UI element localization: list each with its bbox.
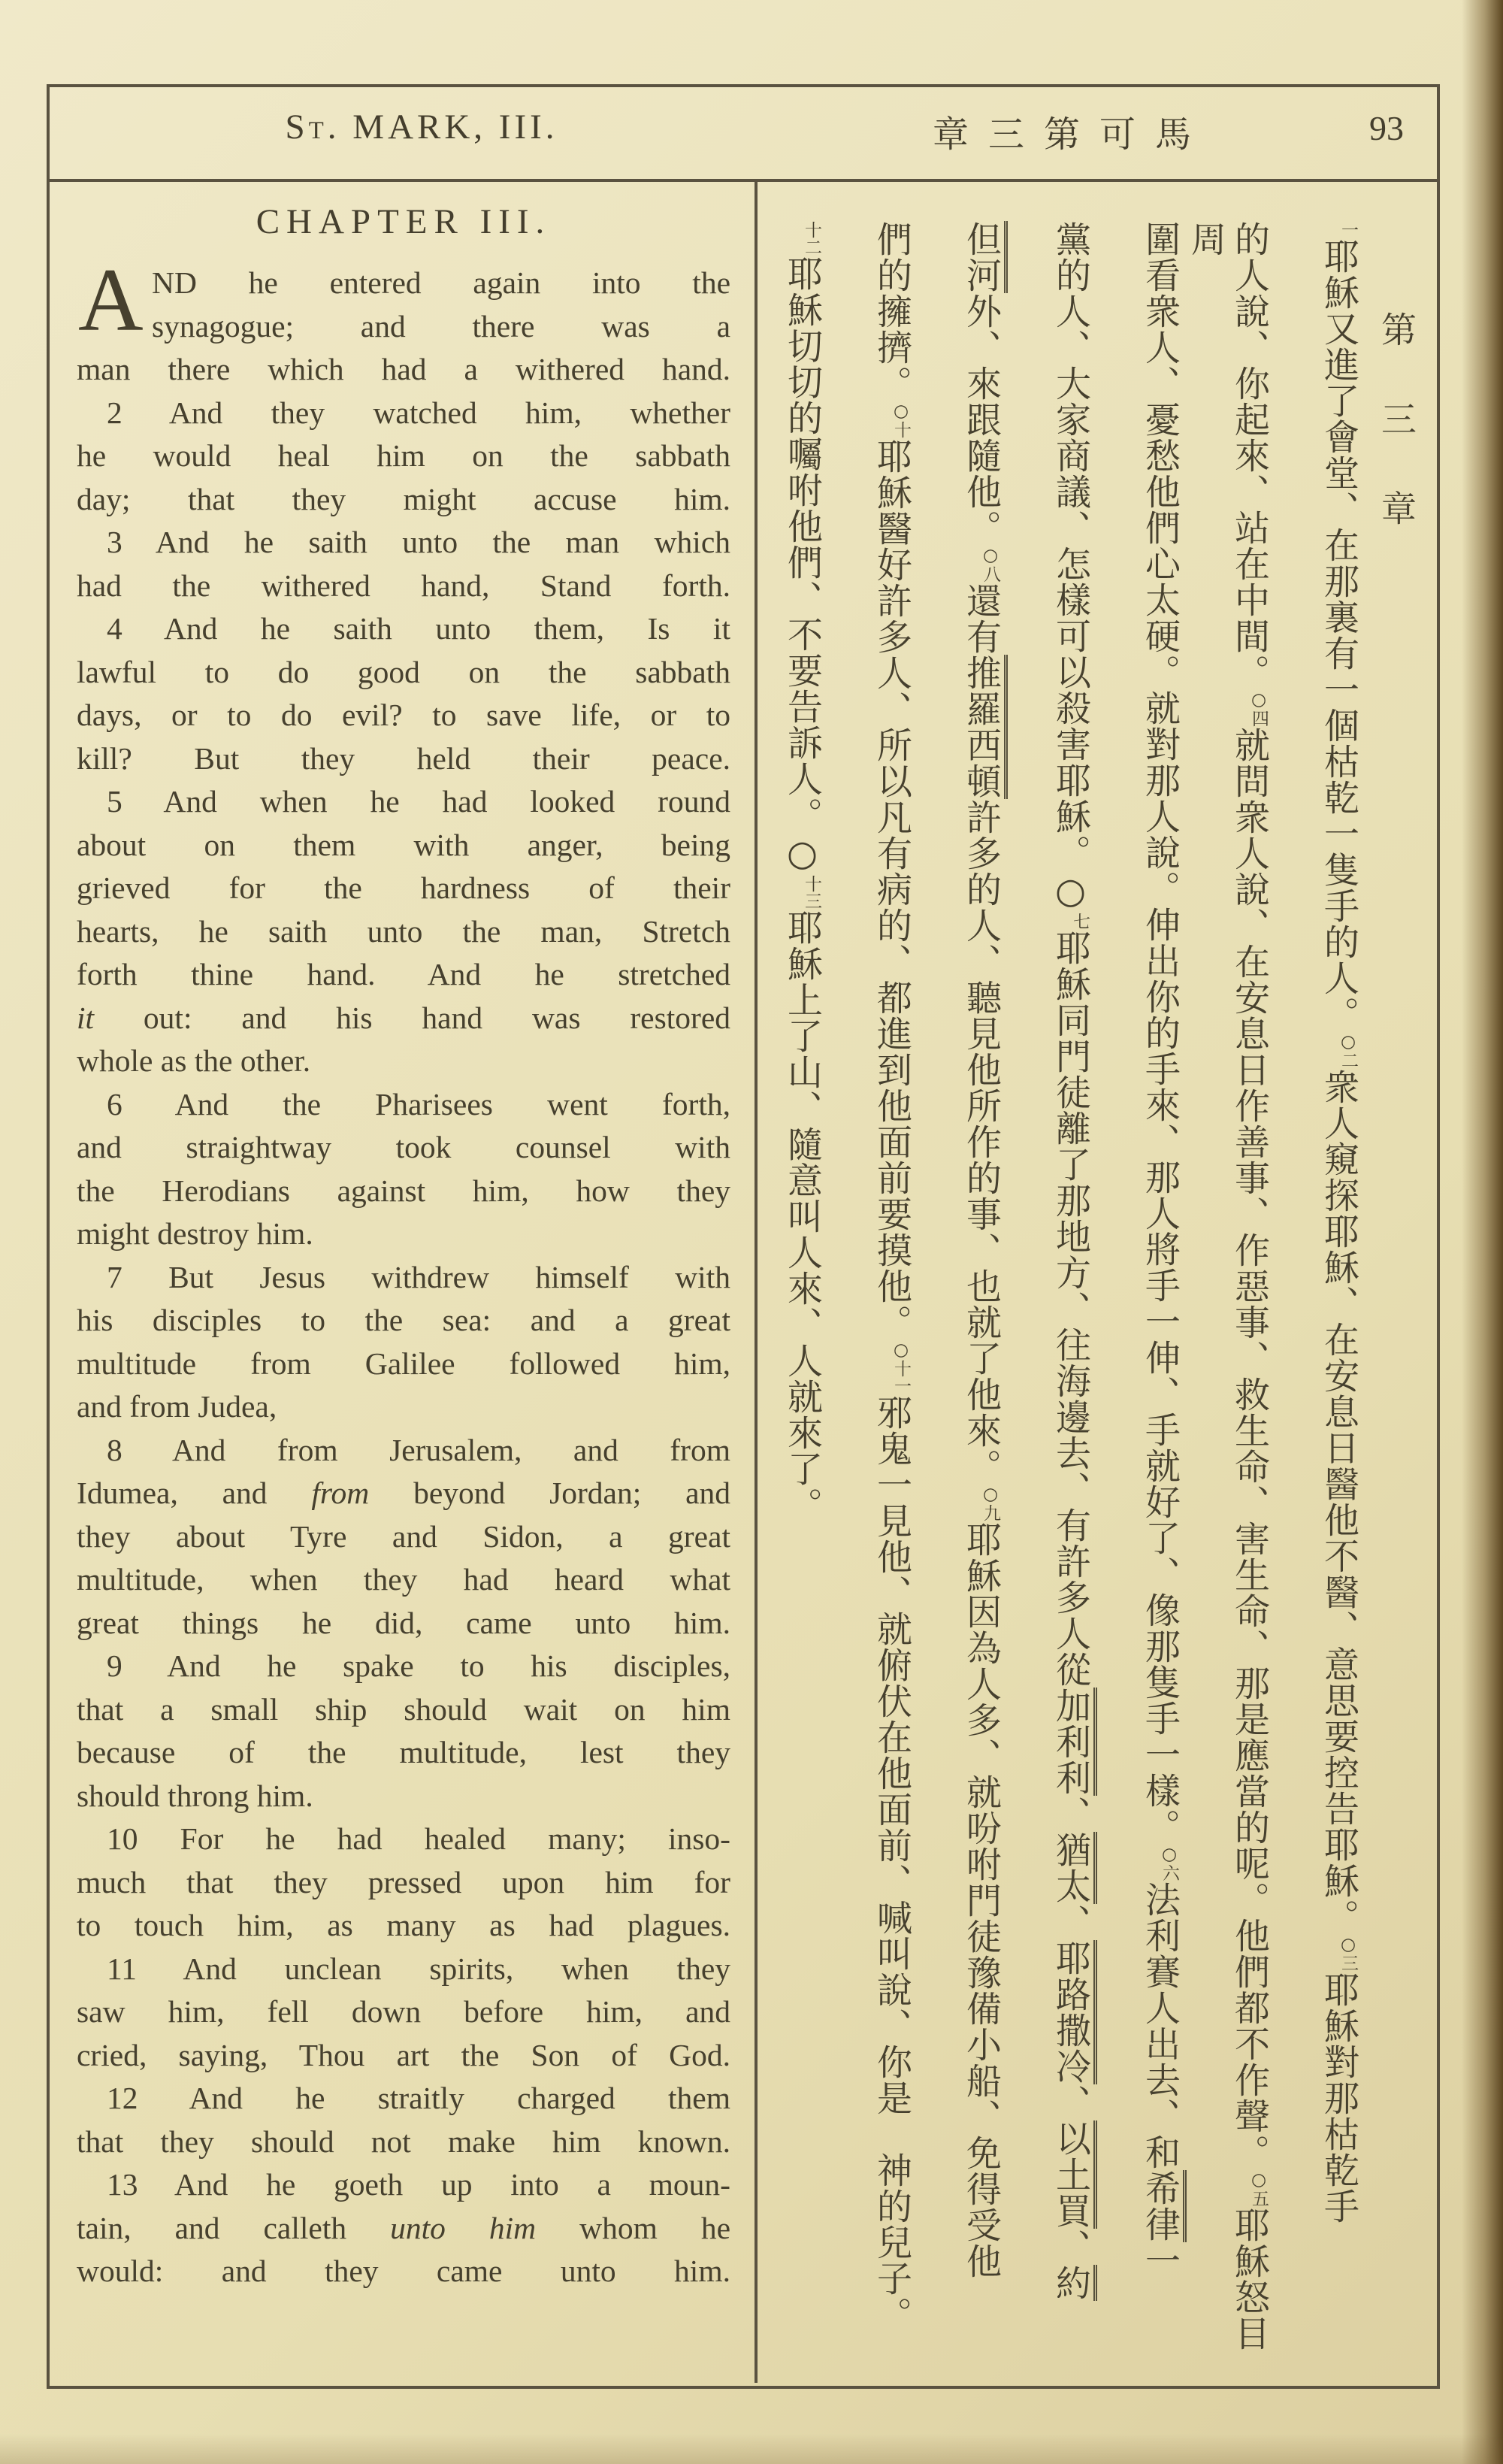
- text-line: whole as the other.: [77, 1043, 311, 1078]
- text-line: much that they pressed upon him for: [77, 1864, 730, 1899]
- text-line: multitude from Galilee followed him,: [77, 1346, 730, 1381]
- verse-number-marker: ○九: [981, 1485, 1000, 1521]
- text-line: kill? But they held their peace.: [77, 740, 730, 776]
- text-line: synagogue; and there was a: [152, 308, 730, 344]
- text-line: 9 And he spake to his disciples,: [107, 1648, 730, 1683]
- text-line: would: and they came unto him.: [77, 2254, 730, 2288]
- running-head-english: St. MARK, III.: [285, 107, 558, 147]
- verse-number-marker: ○二: [1338, 1032, 1358, 1069]
- verse-number-marker: ○五: [1249, 2170, 1269, 2207]
- text-line: that a small ship should wait on him: [77, 1691, 730, 1727]
- chinese-text-column: 十二耶穌切切的囑咐他們、不要告訴人。○十三耶穌上了山、隨意叫人來、人就來了。: [782, 221, 823, 1523]
- text-line: 7 But Jesus withdrew himself with: [107, 1259, 730, 1294]
- proper-noun-mark: 以土買: [1050, 2120, 1097, 2229]
- text-line: grieved for the hardness of their: [77, 870, 730, 905]
- text-line: lawful to do good on the sabbath: [77, 654, 730, 689]
- proper-noun-mark: 但河: [960, 221, 1008, 293]
- page-bottom-shadow: [0, 2434, 1503, 2464]
- running-head: [50, 87, 1437, 182]
- text-line: great things he did, came unto him.: [77, 1605, 730, 1640]
- text-line: 3 And he saith unto the man which: [107, 525, 730, 559]
- text-line: tain, and calleth unto him whom he: [77, 2210, 731, 2245]
- verse-number-marker: 十二: [802, 221, 821, 256]
- text-line: Idumea, and from beyond Jordan; and: [77, 1476, 730, 1510]
- text-line: 5 And when he had looked round: [107, 784, 730, 819]
- chinese-text-column: 的人說、你起來、站在中間。○四就問衆人說、在安息日作善事、作惡事、救生命、害生命、那是應當的呢。他們都不作聲。○五耶穌怒目周: [1185, 221, 1270, 2351]
- text-line: day; that they might accuse him.: [77, 481, 730, 516]
- drop-cap: A: [78, 250, 144, 350]
- text-line: they about Tyre and Sidon, a great: [77, 1518, 730, 1554]
- text-line: days, or to do evil? to save life, or to: [77, 698, 730, 732]
- page-number: 93: [1369, 109, 1404, 147]
- proper-noun-mark: 猶太: [1050, 1832, 1097, 1904]
- verse-number-marker: ○六: [1160, 1845, 1179, 1881]
- text-line: 13 And he goeth up into a moun-: [107, 2167, 730, 2202]
- verse-number-marker: ○十: [891, 401, 911, 438]
- text-line: to touch him, as many as had plagues.: [77, 1908, 730, 1942]
- proper-noun-mark: 推羅西頓: [960, 655, 1008, 799]
- text-line: that they should not make him known.: [77, 2123, 730, 2159]
- proper-noun-mark: 約: [1050, 2265, 1097, 2301]
- text-line: because of the multitude, lest they: [77, 1735, 730, 1769]
- verse-number-marker: 十三: [802, 875, 821, 910]
- proper-noun-mark: 希律: [1139, 2170, 1187, 2242]
- text-line: forth thine hand. And he stretched: [77, 957, 730, 991]
- verse-number-marker: ○八: [981, 546, 1000, 583]
- verse-number-marker: 七: [1070, 913, 1090, 930]
- text-line: 10 For he had healed many; inso-: [107, 1821, 730, 1856]
- page-frame: [47, 84, 1440, 2389]
- text-line: 6 And the Pharisees went forth,: [107, 1086, 730, 1122]
- text-line: ND he entered again into the: [152, 265, 730, 300]
- english-verse-lines: [77, 250, 731, 2293]
- chinese-text-column: 一耶穌又進了會堂、在那裏有一個枯乾一隻手的人。○二衆人窺探耶穌、在安息日醫他不醫、意思要控告耶穌。○三耶穌對那枯乾手: [1318, 221, 1359, 2224]
- column-divider: [755, 182, 758, 2383]
- text-line: 2 And they watched him, whether: [107, 395, 730, 430]
- verse-number-marker: ○三: [1338, 1935, 1358, 1972]
- chinese-column-block: [765, 182, 1429, 2383]
- text-line: he would heal him on the sabbath: [77, 438, 730, 473]
- chinese-text-column: 但河外、來跟隨他。○八還有推羅西頓許多的人、聽見他所作的事、也就了他來。○九耶穌因為人多、就吩咐門徒豫備小船、免得受他: [959, 221, 1003, 2362]
- text-line: and from Judea,: [77, 1389, 277, 1424]
- text-line: his disciples to the sea: and a great: [77, 1303, 730, 1337]
- verse-number-marker: ○四: [1249, 690, 1269, 727]
- text-line: it out: and his hand was restored: [77, 1000, 730, 1035]
- text-line: man there which had a withered hand.: [77, 352, 730, 386]
- proper-noun-mark: 加利利: [1050, 1688, 1097, 1796]
- text-line: saw him, fell down before him, and: [77, 1994, 730, 2029]
- verse-number-marker: ○十一: [891, 1340, 911, 1394]
- proper-noun-mark: 耶路撒冷: [1050, 1940, 1097, 2084]
- chapter-heading: CHAPTER III.: [256, 202, 552, 241]
- text-line: and straightway took counsel with: [77, 1130, 730, 1164]
- text-line: the Herodians against him, how they: [77, 1173, 730, 1208]
- text-line: might destroy him.: [77, 1216, 313, 1251]
- chinese-text-column: 黨的人、大家商議、怎樣可以殺害耶穌。○七耶穌同門徒離了那地方、往海邊去、有許多人從加利利、猶太、耶路撒冷、以土買、約: [1048, 221, 1092, 2362]
- chinese-text-column: 們的擁擠。○十耶穌醫好許多人、所以凡有病的、都進到他面前要摸他。○十一邪鬼一見他、就俯伏在他面前、喊叫說、你是 神的兒子。: [871, 221, 912, 2332]
- text-line: 12 And he straitly charged them: [107, 2081, 730, 2115]
- page-body: [50, 182, 1437, 2383]
- text-line: 8 And from Jerusalem, and from: [107, 1432, 730, 1467]
- text-line: about on them with anger, being: [77, 827, 730, 862]
- text-line: should throng him.: [77, 1778, 313, 1813]
- text-line: 11 And unclean spirits, when they: [107, 1951, 730, 1986]
- english-column: [77, 201, 730, 2293]
- text-line: cried, saying, Thou art the Son of God.: [77, 2037, 730, 2072]
- text-line: had the withered hand, Stand forth.: [77, 568, 730, 603]
- chinese-text-column: 圍看衆人、憂愁他們心太硬。就對那人說。伸出你的手來、那人將手一伸、手就好了、像那隻手一樣。○六法利賽人出去、和希律一: [1138, 221, 1181, 2362]
- text-line: 4 And he saith unto them, Is it: [107, 611, 730, 646]
- page-edge-shadow: [1462, 0, 1503, 2464]
- verse-number-marker: 一: [1338, 221, 1358, 238]
- chinese-chapter-column: 第三章: [1375, 311, 1417, 580]
- running-head-chinese: 章三第可馬: [932, 114, 1211, 156]
- text-line: multitude, when they had heard what: [77, 1562, 730, 1597]
- text-line: hearts, he saith unto the man, Stretch: [77, 913, 730, 949]
